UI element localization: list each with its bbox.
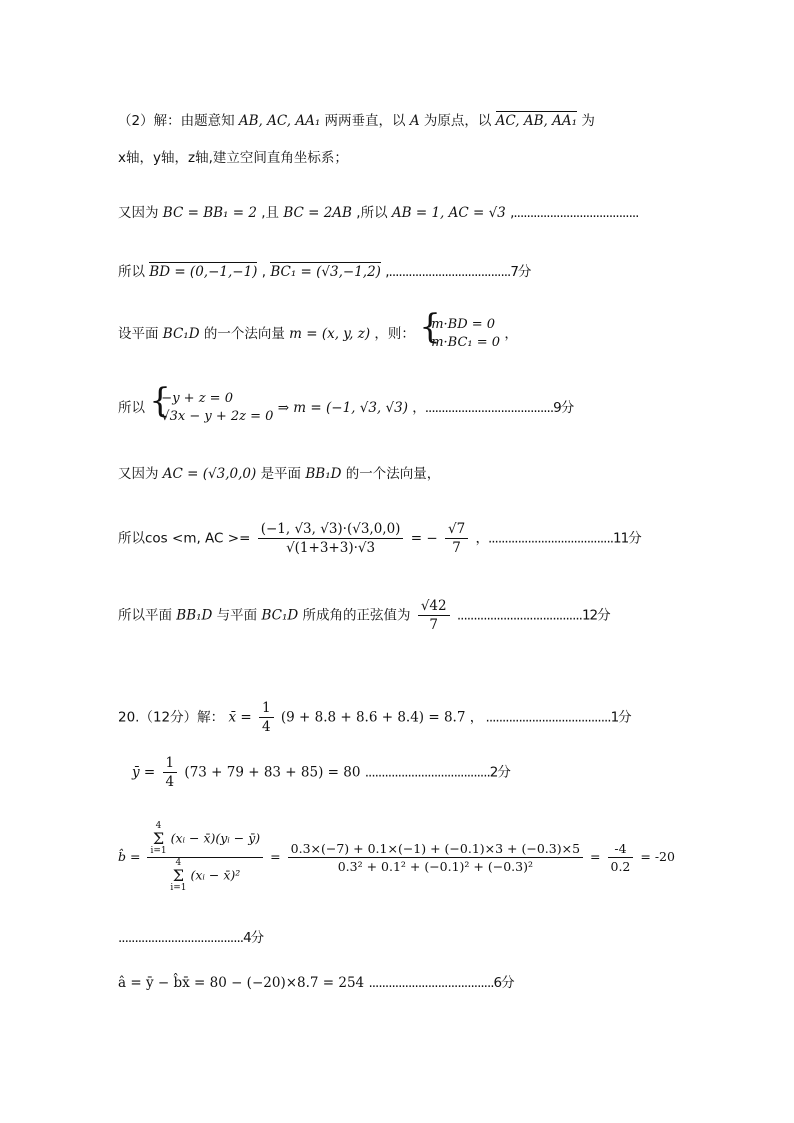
sum-upper: 4 <box>155 821 162 831</box>
fraction <box>608 841 634 874</box>
denominator <box>147 858 263 893</box>
math: b̂ = <box>118 849 141 864</box>
fraction <box>418 598 450 633</box>
math-origin: A <box>409 113 420 129</box>
text: 所成角的正弦值为 <box>302 607 411 624</box>
denominator: 0.3² + 0.1² + (−0.1)² + (−0.3)² <box>337 859 533 874</box>
math: BC₁D <box>261 607 299 624</box>
score-dots: ,.....................................7分 <box>385 264 531 280</box>
numerator: 1 <box>259 700 274 718</box>
numerator: √42 <box>418 598 450 616</box>
numerator <box>147 822 263 858</box>
brace-icon: { <box>419 307 441 347</box>
part2-line6 <box>118 381 574 426</box>
text: 所以 <box>118 400 145 416</box>
sum-upper: 4 <box>175 858 182 868</box>
part2-line8 <box>118 521 641 556</box>
text: x轴，y轴，z轴,建立空间直角坐标系； <box>118 150 348 166</box>
vector-ac: AC = (√3,0,0) <box>162 466 257 482</box>
sum-icon <box>150 822 166 856</box>
score-dots: ......................................4分 <box>118 930 264 946</box>
text: 与平面 <box>216 607 258 624</box>
text: , <box>261 264 271 280</box>
math: = <box>270 849 281 864</box>
q20-line2 <box>132 755 510 790</box>
sum-lower: i=1 <box>170 883 187 893</box>
part2-line2 <box>118 150 348 166</box>
sum-lower: i=1 <box>150 846 167 856</box>
fraction <box>288 841 583 874</box>
text: 又因为 <box>118 466 159 482</box>
sum-icon <box>170 859 186 893</box>
part2-line1 <box>118 113 595 129</box>
math: ⇒ m = (−1, √3, √3) <box>277 400 408 416</box>
math: BC₁D <box>162 326 200 342</box>
equation-system <box>149 381 274 426</box>
text: 所以平面 <box>118 607 172 624</box>
numerator: 0.3×(−7) + 0.1×(−1) + (−0.1)×3 + (−0.3)×5 <box>288 841 583 858</box>
math: x̄ = <box>228 709 252 726</box>
math: ȳ = <box>132 764 156 781</box>
fraction <box>258 521 404 556</box>
math-edges: AB, AC, AA₁ <box>238 113 321 129</box>
fraction <box>445 521 468 556</box>
text: 所以cos <m, AC >= <box>118 530 251 547</box>
math: BB₁D <box>305 466 342 482</box>
score-dots: ， ......................................1分 <box>469 709 631 726</box>
text: 所以 <box>118 264 145 280</box>
denominator: √(1+3+3)·√3 <box>286 540 376 557</box>
denominator: 4 <box>165 774 175 791</box>
part2-line9 <box>118 598 610 633</box>
text: ，则： <box>374 326 415 342</box>
q20-line5 <box>118 975 514 991</box>
text: 的一个法向量 <box>203 326 285 342</box>
score-dots: ，.......................................9分 <box>412 400 574 416</box>
math: = -20 <box>640 849 675 864</box>
denominator: 7 <box>452 540 461 557</box>
part2-line3 <box>118 205 638 221</box>
score-dots: ......................................2分 <box>364 764 510 781</box>
vector-bc1: BC₁ = (√3,−1,2) <box>270 264 381 280</box>
equation: √3x − y + 2z = 0 <box>161 409 274 424</box>
text: ， <box>504 326 518 342</box>
denominator: 7 <box>429 617 438 634</box>
denominator: 4 <box>261 719 271 736</box>
equation-system <box>419 307 501 352</box>
math: BC = 2AB <box>283 205 352 221</box>
numerator: (−1, √3, √3)·(√3,0,0) <box>258 521 404 539</box>
equation: m·BD = 0 <box>431 317 496 332</box>
text: 的一个法向量， <box>345 466 441 482</box>
math: AB = 1, AC = √3 <box>391 205 506 221</box>
sigma-icon: Σ <box>152 829 165 848</box>
fraction <box>147 822 263 893</box>
brace-icon: { <box>149 381 171 421</box>
text: ,所以 <box>356 205 388 221</box>
text: ,且 <box>261 205 280 221</box>
equation: −y + z = 0 <box>161 391 233 406</box>
score-dots: ......................................12分 <box>456 607 610 624</box>
vector-bd: BD = (0,−1,−1) <box>149 264 258 280</box>
math: (xᵢ − x̄)² <box>190 867 241 883</box>
sigma-icon: Σ <box>172 866 185 885</box>
fraction <box>163 755 178 790</box>
text: 两两垂直，以 <box>324 113 406 129</box>
equation: m·BC₁ = 0 <box>431 335 501 350</box>
numerator: 1 <box>163 755 178 773</box>
fraction <box>259 700 274 735</box>
text: 为原点，以 <box>423 113 492 129</box>
text: （2）解：由题意知 <box>118 113 235 129</box>
math: (xᵢ − x̄)(yᵢ − ȳ) <box>170 830 261 846</box>
part2-line5 <box>118 307 518 352</box>
math-axis-vectors: AC, AB, AA₁ <box>495 113 578 129</box>
math: = <box>590 849 601 864</box>
normal-vector: m = (x, y, z) <box>289 326 371 342</box>
text: 又因为 <box>118 205 159 221</box>
numerator: √7 <box>445 521 468 539</box>
text: 设平面 <box>118 326 159 342</box>
math: = − <box>410 530 438 547</box>
q20-line3 <box>118 822 675 893</box>
math: (9 + 8.8 + 8.6 + 8.4) = 8.7 <box>280 709 466 726</box>
text: 为 <box>581 113 595 129</box>
score-dots: ......................................6分 <box>368 975 514 991</box>
math: â = ȳ − b̂x̄ = 80 − (−20)×8.7 = 254 <box>118 975 365 991</box>
score-dots: ，......................................11分 <box>475 530 641 547</box>
question-number: 20.（12分）解： <box>118 709 225 726</box>
denominator: 0.2 <box>610 859 631 874</box>
score-dots: ,...................................... <box>510 205 639 221</box>
math: BB₁D <box>176 607 213 624</box>
text: 是平面 <box>260 466 302 482</box>
q20-line1 <box>118 700 631 735</box>
math: BC = BB₁ = 2 <box>162 205 257 221</box>
q20-line4 <box>118 930 263 946</box>
math: (73 + 79 + 83 + 85) = 80 <box>184 764 361 781</box>
part2-line7 <box>118 466 440 482</box>
part2-line4 <box>118 264 530 280</box>
numerator: -4 <box>608 841 634 858</box>
